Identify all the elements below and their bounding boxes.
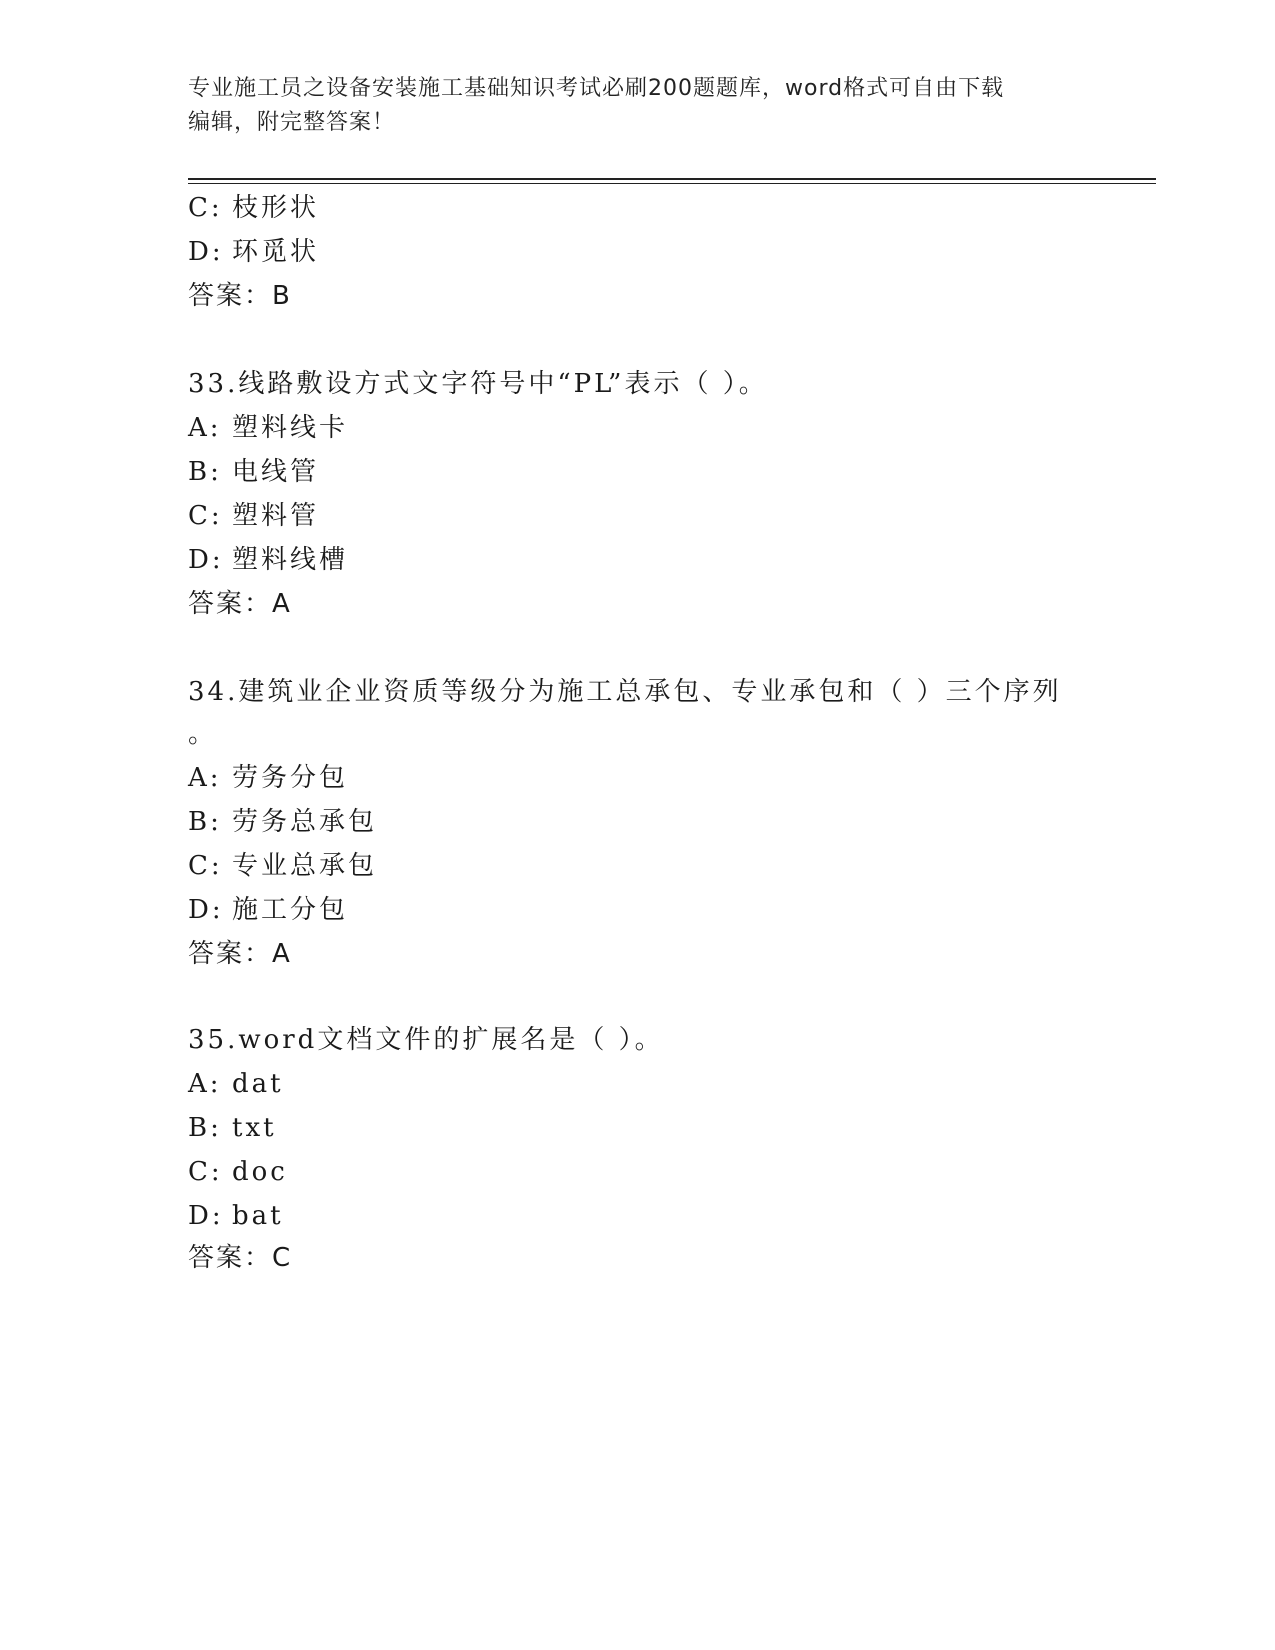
option-letter: A:: [188, 413, 222, 443]
option-letter: D:: [188, 1201, 224, 1231]
option-letter: C:: [188, 1157, 223, 1187]
q33-option-a: [188, 412, 348, 444]
q35-option-a: [188, 1068, 284, 1100]
option-letter: D:: [188, 237, 224, 267]
header-title-line-2: 编辑，附完整答案！: [188, 110, 396, 135]
option-text: 劳务总承包: [232, 807, 378, 837]
q34-answer: 答案：A: [188, 939, 292, 969]
option-text: txt: [232, 1113, 277, 1143]
header-divider-thick: [188, 178, 1156, 180]
page-header: [188, 72, 1068, 140]
option-letter: C:: [188, 193, 223, 223]
q34-option-c: [188, 850, 377, 882]
q35-stem: 35.word文档文件的扩展名是（ ）。: [188, 1025, 664, 1055]
option-letter: A:: [188, 763, 222, 793]
option-text: 专业总承包: [232, 851, 378, 881]
q33-option-c: [188, 500, 319, 532]
q34-stem: 34.建筑业企业资质等级分为施工总承包、专业承包和（ ）三个序列: [188, 677, 1062, 707]
option-text: 施工分包: [232, 895, 349, 925]
q33-answer: 答案：A: [188, 589, 292, 619]
option-letter: B:: [188, 1113, 222, 1143]
option-letter: B:: [188, 807, 222, 837]
option-letter: D:: [188, 895, 224, 925]
option-letter: C:: [188, 501, 223, 531]
option-letter: D:: [188, 545, 224, 575]
option-text: dat: [232, 1069, 284, 1099]
option-text: bat: [232, 1201, 284, 1231]
option-letter: A:: [188, 1069, 222, 1099]
option-text: 电线管: [232, 457, 320, 487]
option-text: 枝形状: [232, 193, 320, 223]
q32-option-d: [188, 236, 319, 268]
q34-option-a: [188, 762, 348, 794]
q35-option-b: [188, 1112, 277, 1144]
option-letter: B:: [188, 457, 222, 487]
option-text: 环觅状: [232, 237, 320, 267]
option-text: doc: [232, 1157, 288, 1187]
option-letter: C:: [188, 851, 223, 881]
q33-option-b: [188, 456, 319, 488]
q32-option-c: [188, 192, 319, 224]
q35-answer: 答案：C: [188, 1243, 293, 1273]
header-divider-thin: [188, 183, 1156, 184]
option-text: 塑料线槽: [232, 545, 349, 575]
q32-answer: 答案：B: [188, 281, 292, 311]
q35-option-d: [188, 1200, 284, 1232]
q35-option-c: [188, 1156, 288, 1188]
q33-option-d: [188, 544, 348, 576]
option-text: 塑料管: [232, 501, 320, 531]
q33-stem: 33.线路敷设方式文字符号中“PL”表示（ ）。: [188, 369, 768, 399]
q34-stem-continuation: 。: [188, 719, 218, 749]
option-text: 塑料线卡: [232, 413, 349, 443]
header-title-line-1: 专业施工员之设备安装施工基础知识考试必刷200题题库，word格式可自由下载: [188, 76, 1005, 101]
q34-option-d: [188, 894, 348, 926]
q34-option-b: [188, 806, 377, 838]
option-text: 劳务分包: [232, 763, 349, 793]
